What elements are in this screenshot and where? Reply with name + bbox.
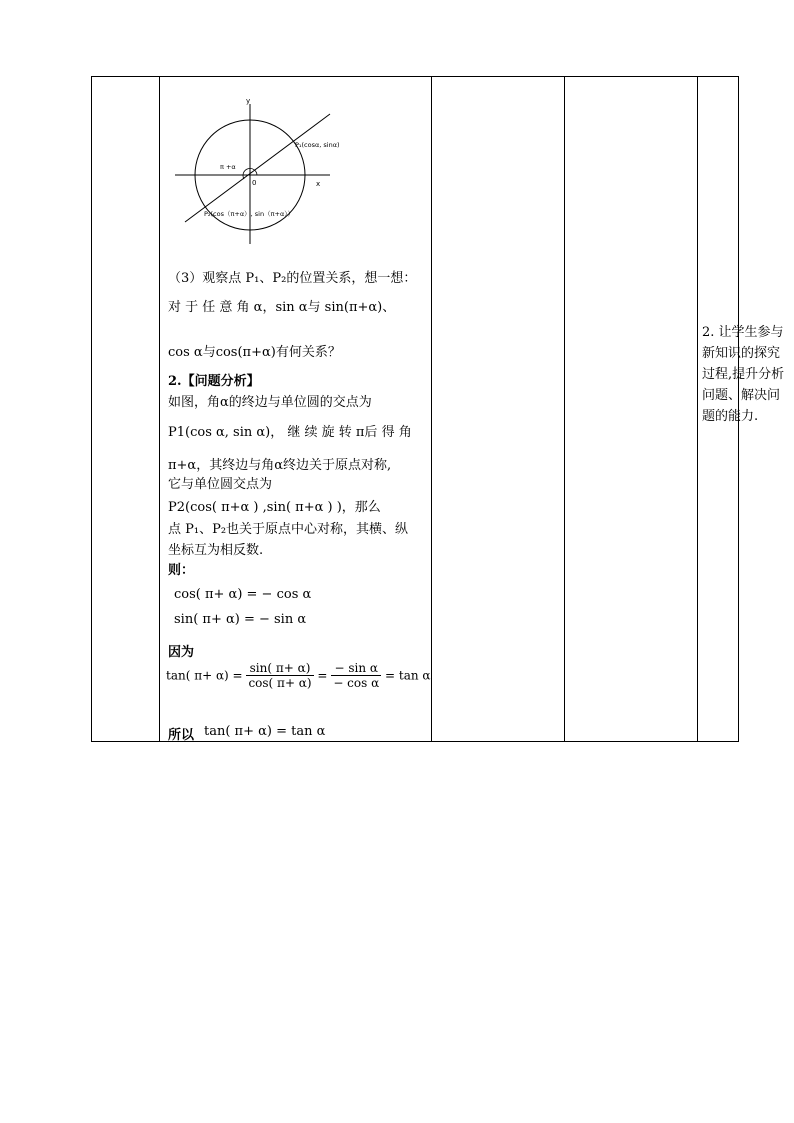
paragraph-line: 坐标互为相反数. <box>168 543 264 558</box>
then-label: 则： <box>168 563 195 578</box>
lesson-table <box>91 76 739 742</box>
fraction-denominator: − cos α <box>333 676 380 690</box>
paragraph-line: π+α，其终边与角α终边关于原点对称, <box>168 458 392 473</box>
terminal-line <box>185 114 330 222</box>
origin-label: 0 <box>252 179 257 187</box>
paragraph-line: P1(cos α, sin α)， 继 续 旋 转 π后 得 角 <box>168 425 412 440</box>
section-heading: 2.【问题分析】 <box>168 374 260 389</box>
paragraph-line: 它与单位圆交点为 <box>168 477 273 492</box>
observe-line: （3）观察点 P₁、P₂的位置关系，想一想： <box>168 271 417 286</box>
formula: cos( π+ α) = − cos α <box>174 587 312 602</box>
empty-cell <box>432 77 564 741</box>
tan-lhs: tan( π+ α) = <box>166 668 243 683</box>
fraction-denominator: cos( π+ α) <box>248 676 312 690</box>
x-axis-label: x <box>316 180 321 188</box>
content-cell <box>160 77 432 741</box>
empty-cell <box>92 77 159 741</box>
fraction-numerator: − sin α <box>331 661 381 676</box>
p2-label: P₂(cos（π+α）, sin（π+α）） <box>204 210 294 218</box>
paragraph-line: 如图，角α的终边与单位圆的交点为 <box>168 395 372 410</box>
fraction-numerator: sin( π+ α) <box>246 661 313 676</box>
fraction <box>331 661 381 690</box>
fraction <box>246 661 313 690</box>
tan-derivation <box>166 661 431 690</box>
paragraph-line: P2(cos( π+α ) ,sin( π+α ) )，那么 <box>168 500 381 515</box>
formula: sin( π+ α) = − sin α <box>174 612 307 627</box>
empty-cell <box>565 77 697 741</box>
angle-label: π +α <box>220 163 236 171</box>
question-line: cos α与cos(π+α)有何关系？ <box>168 345 341 360</box>
paragraph-line: 点 P₁、P₂也关于原点中心对称，其横、纵 <box>168 522 409 537</box>
because-label: 因为 <box>168 645 195 660</box>
unit-circle-figure <box>170 99 370 269</box>
y-axis-label: y <box>246 99 251 105</box>
p1-label: P₁(cosα, sinα) <box>295 141 340 149</box>
teaching-intent-note: 2. 让学生参与新知识的探究过程,提升分析问题、解决问题的能力. <box>702 325 785 424</box>
tan-rhs: = tan α <box>385 668 431 683</box>
therefore-label: 所以 <box>168 728 195 743</box>
question-line: 对 于 任 意 角 α，sin α与 sin(π+α)、 <box>168 300 396 315</box>
final-formula: tan( π+ α) = tan α <box>204 724 326 739</box>
equals-sign: = <box>317 668 328 683</box>
